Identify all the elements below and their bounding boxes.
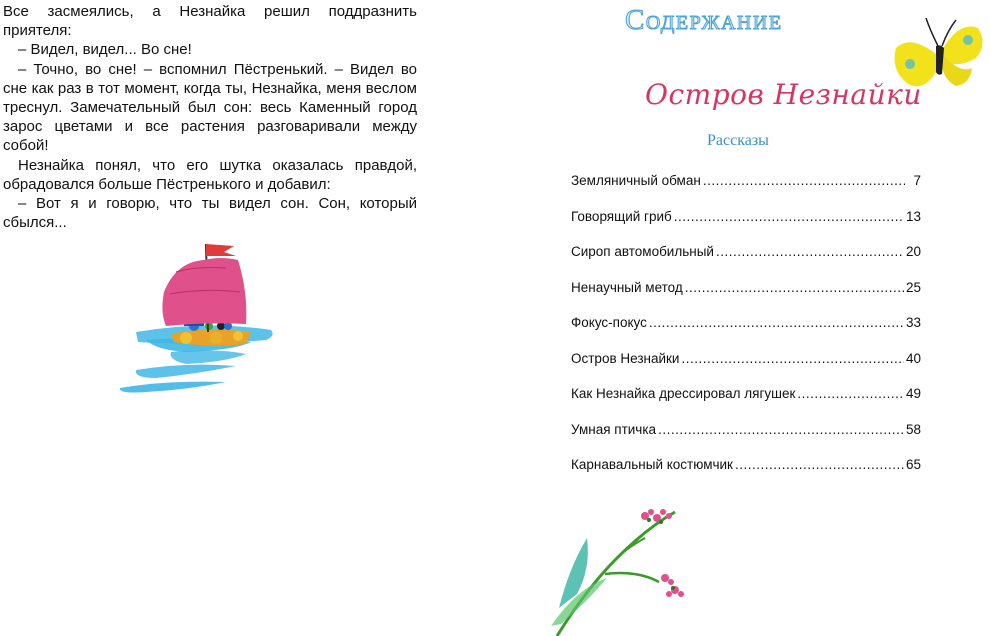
toc-leader-dots (703, 173, 905, 188)
toc-leader-dots (681, 351, 903, 366)
paragraph: – Точно, во сне! – вспомнил Пёстренький. – Видел во сне как раз в тот момент, когда ты, Незнайка, меня веслом треснул. Замечательный был сон: весь Каменный город зарос цветами и все растения разговаривали между собой! (3, 60, 417, 155)
section-title: Остров Незнайки (645, 78, 922, 111)
toc-leader-dots (658, 422, 904, 437)
toc-leader-dots (735, 457, 904, 472)
toc-leader-dots (674, 209, 904, 224)
toc-entry-page: 7 (913, 173, 921, 188)
toc-entry-page: 20 (905, 244, 921, 259)
toc-leader-dots (649, 315, 904, 330)
left-page (0, 0, 495, 636)
boat-sail (162, 258, 246, 326)
toc-entry-title: Как Незнайка дрессировал лягушек (571, 386, 796, 401)
toc-entry-title: Остров Незнайки (571, 350, 680, 366)
boat-hull (171, 329, 251, 345)
toc-entry-title: Умная птичка (571, 421, 657, 437)
toc-entry-page: 25 (905, 279, 921, 295)
toc-entry[interactable] (571, 280, 921, 316)
toc-entry[interactable] (571, 173, 921, 209)
toc-entry-title: Фокус-покус (571, 315, 647, 330)
table-of-contents (571, 173, 921, 493)
paragraph: Незнайка понял, что его шутка оказалась правдой, обрадовался больше Пёстренького и добавил: (3, 156, 417, 193)
toc-entry[interactable] (571, 457, 921, 493)
boat-flag (206, 244, 236, 256)
toc-entry-title: Говорящий гриб (571, 208, 672, 224)
toc-leader-dots (716, 244, 904, 259)
paragraph: – Видел, видел... Во сне! (18, 41, 192, 59)
toc-leader-dots (685, 280, 904, 295)
toc-entry-title: Земляничный обман (571, 173, 701, 188)
toc-entry-page: 40 (905, 350, 921, 366)
right-page (495, 0, 991, 636)
toc-entry-title: Карнавальный костюмчик (571, 457, 733, 472)
flower-illustration (547, 498, 697, 636)
toc-leader-dots (797, 386, 904, 401)
paragraph: Все засмеялись, а Незнайка решил поддразнить приятеля: (3, 3, 417, 40)
toc-entry-page: 13 (905, 208, 921, 224)
contents-title: Содержание (625, 4, 783, 36)
toc-entry-page: 58 (905, 421, 921, 437)
toc-entry[interactable] (571, 315, 921, 351)
toc-entry[interactable] (571, 386, 921, 422)
toc-entry[interactable] (571, 244, 921, 280)
toc-entry-title: Сироп автомобильный (571, 244, 714, 259)
toc-entry[interactable] (571, 351, 921, 387)
toc-entry-title: Ненаучный метод (571, 279, 683, 295)
section-subtitle: Рассказы (707, 132, 769, 149)
story-text (3, 2, 417, 232)
paragraph: – Вот я и говорю, что ты видел сон. Сон, который сбылся... (3, 195, 417, 232)
toc-entry-page: 33 (905, 315, 921, 330)
toc-entry[interactable] (571, 422, 921, 458)
toc-entry[interactable] (571, 209, 921, 245)
sailboat-illustration (76, 222, 341, 412)
toc-entry-page: 49 (905, 386, 921, 401)
toc-entry-page: 65 (905, 457, 921, 472)
